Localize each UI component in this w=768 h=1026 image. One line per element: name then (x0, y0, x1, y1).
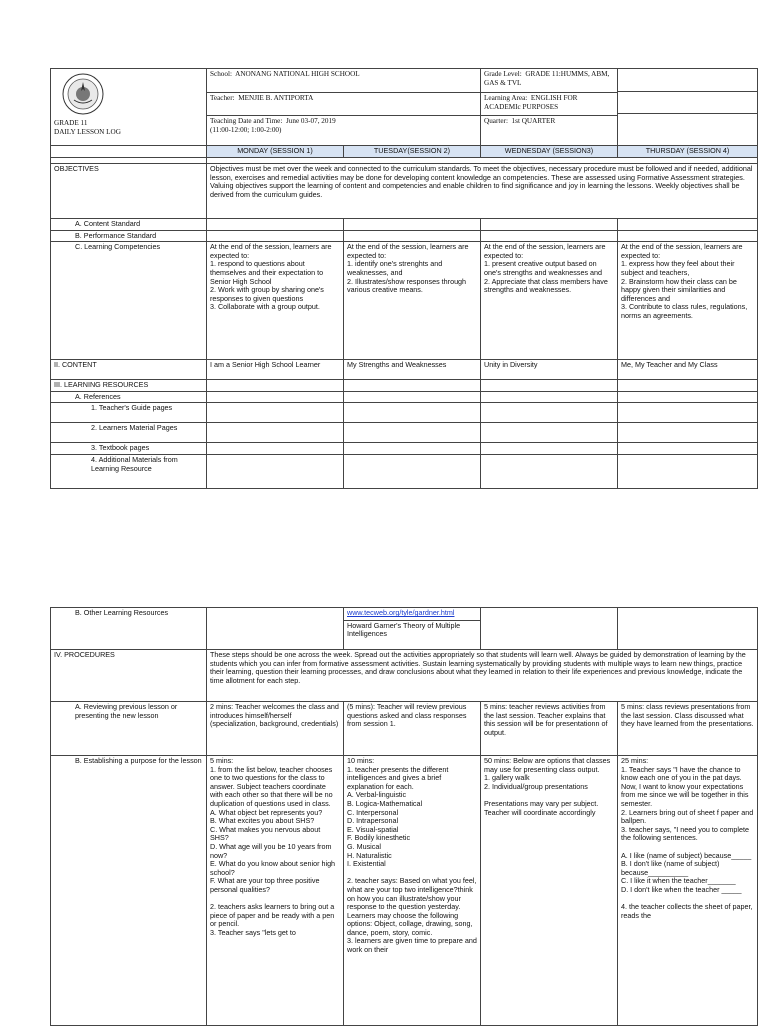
content-thursday: Me, My Teacher and My Class (618, 360, 758, 380)
gardner-link[interactable]: www.tecweb.org/tyle/gardner.html (347, 608, 455, 617)
reviewing-tuesday: (5 mins): Teacher will review previous questions asked and class responses from session 1. (344, 702, 481, 756)
establishing-monday: 5 mins: 1. from the list below, teacher chooses one to two questions for the class to answer. Subject teachers coordinate with each other so that there will be no duplication of questions used in class. A. What object bet represents you? B. What excites you about SHS? C. What makes you nervous about SHS? D. What age will you be 10 years from now? E. What do you know about senior high school? F. What are your top three positive personal qualities? 2. teachers asks learners to bring out a piece of paper and be ready with a pen or pencil. 3. Teacher says "lets get to (207, 756, 344, 1026)
school-header-cell (51, 69, 207, 146)
competencies-wednesday: At the end of the session, learners are expected to: 1. present creative output based on one's strengths and weaknesses and 2. Appreciate that class members have strengths and weaknesses. (481, 242, 618, 360)
establishing-thursday: 25 mins: 1. Teacher says "I have the chance to know each one of you in the pat days. Now, I want to know your expectations from me since we will be together in this semester. 2. Learners bring out of sheet f paper and ballpen. 3. teacher says, "I need you to complete the following sentences. A. I like (name of subject) because_____ B. I don't like (name of subject) because__________ C. I like it when the teacher_______ D. I don't like when the teacher _____ 4. the teacher collects the sheet of paper, reads the (618, 756, 758, 1026)
objectives-label: OBJECTIVES (51, 164, 207, 219)
other-resources-cell (344, 608, 481, 650)
teaching-row: Teaching Date and Time: June 03-07, 2019 (11:00-12:00; 1:00-2:00) (210, 117, 336, 134)
performance-standard-label: B. Performance Standard (51, 230, 207, 242)
objectives-text: Objectives must be met over the week and connected to the curriculum standards. To meet the objectives, necessary procedure must be followed and if needed, additional lesson, exercises and remedial activities may be done for developing content knowledge an competencies. These are assessed using Formative Assessment strategies. Valuing objectives support the learning of content and competencies and enable children to find significance and joy in learning the lessons. Weekly objectives shall be derived from the curriculum guides. (207, 164, 758, 219)
grade-title: GRADE 11 (54, 119, 88, 127)
other-resources-label: B. Other Learning Resources (51, 608, 207, 650)
ref-additional-materials: 4. Additional Materials from Learning Resource (51, 454, 207, 488)
learning-area: ENGLISH FOR ACADEMIc PURPOSES (484, 94, 578, 111)
reviewing-wednesday: 5 mins: teacher reviews activities from the last session. Teacher explains that this session will be for presentationn of output. (481, 702, 618, 756)
blank-header-cell (618, 69, 758, 146)
reviewing-monday: 2 mins: Teacher welcomes the class and introduces himself/herself (specialization, background, credentials) (207, 702, 344, 756)
reviewing-thursday: 5 mins: class reviews presentations from the last session. Class discussed what they have learned from the presentations. (618, 702, 758, 756)
log-title: DAILY LESSON LOG (54, 127, 121, 136)
gardner-note: Howard Garner's Theory of Multiple Intelligences (344, 620, 480, 639)
competencies-thursday: At the end of the session, learners are expected to: 1. express how they feel about their subject and teachers, 2. Brainstorm how their class can be happy given their similarities and differences and 3. Contribute to class rules, regulations, norms an agreements. (618, 242, 758, 360)
lesson-log-table-bottom (50, 607, 758, 1026)
quarter-row: Quarter: 1st QUARTER (484, 117, 556, 125)
quarter: 1st QUARTER (511, 117, 556, 125)
establishing-label: B. Establishing a purpose for the lesson (51, 756, 207, 1026)
teaching-date: June 03-07, 2019 (11:00-12:00; 1:00-2:00) (210, 117, 336, 134)
content-standard-label: A. Content Standard (51, 219, 207, 231)
school-row: School: ANONANG NATIONAL HIGH SCHOOL (207, 69, 480, 93)
grade-info-cell (481, 69, 618, 146)
ref-textbook-pages: 3. Textbook pages (51, 443, 207, 455)
establishing-tuesday: 10 mins: 1. teacher presents the different intelligences and gives a brief explanation for each. A. Verbal-linguistic B. Logica-Mathematical C. Interpersonal D. Intrapersonal E. Visual-spatial F. Bodily kinesthetic G. Musical H. Naturalistic I. Existential 2. teacher says: Based on what you feel, what are your top two intelligence?think on how you can illustrate/show your response to the question yesterday. Learners may choose the following options: Object, collage, drawing, song, dance, poem, story, comic. 3. learners are given time to prepare and work on their (344, 756, 481, 1026)
day-header-tuesday: TUESDAY(SESSION 2) (344, 146, 481, 158)
school-info-cell (207, 69, 481, 146)
establishing-wednesday: 50 mins: Below are options that classes may use for presenting class output. 1. gallery walk 2. Individual/group presentations Presentations may vary per subject. Teacher will coordinate accordingly (481, 756, 618, 1026)
grade-level: GRADE 11:HUMMS, ABM, GAS & TVL (484, 70, 610, 87)
ref-learners-material: 2. Learners Material Pages (51, 423, 207, 443)
procedures-label: IV. PROCEDURES (51, 650, 207, 702)
content-label: II. CONTENT (51, 360, 207, 380)
lesson-log-table-top (50, 68, 758, 489)
reviewing-label: A. Reviewing previous lesson or presenting the new lesson (51, 702, 207, 756)
content-tuesday: My Strengths and Weaknesses (344, 360, 481, 380)
competencies-tuesday: At the end of the session, learners are expected to: 1. identify one's strenghts and weaknesses, and 2. Illustrates/show responses through various creative means. (344, 242, 481, 360)
ref-teachers-guide: 1. Teacher's Guide pages (51, 403, 207, 423)
competencies-monday: At the end of the session, learners are expected to: 1. respond to questions about themselves and their expectation to Senior High School 2. Work with group by sharing one's responses to given questions 3. Collaborate with a group output. (207, 242, 344, 360)
learning-area-row: Learning Area: ENGLISH FOR ACADEMIc PURPOSES (481, 93, 617, 116)
competencies-label: C. Learning Competencies (51, 242, 207, 360)
content-wednesday: Unity in Diversity (481, 360, 618, 380)
day-header-blank (51, 146, 207, 158)
teacher-row: Teacher: MENJIE B. ANTIPORTA (207, 93, 480, 116)
day-header-thursday: THURSDAY (SESSION 4) (618, 146, 758, 158)
content-monday: I am a Senior High School Learner (207, 360, 344, 380)
school-name: ANONANG NATIONAL HIGH SCHOOL (235, 70, 360, 78)
day-header-monday: MONDAY (SESSION 1) (207, 146, 344, 158)
procedures-text: These steps should be one across the week. Spread out the activities appropriately so that students will learn well. Always be guided by demonstration of learning by the students which you can infer from formative assessment activities. Sustain learning systematically by providing students with multiple ways to learn new things, practice their learning, question their learning processes, and draw conclusions about what they learned in relation to their life experiences and previous knowledge, indicate the time allotment for each step. (207, 650, 758, 702)
teacher-name: MENJIE B. ANTIPORTA (238, 94, 314, 102)
learning-resources-label: III. LEARNING RESOURCES (51, 380, 207, 392)
deped-seal-icon (62, 73, 104, 115)
day-header-wednesday: WEDNESDAY (SESSION3) (481, 146, 618, 158)
references-label: A. References (51, 391, 207, 403)
grade-level-row: Grade Level: GRADE 11:HUMMS, ABM, GAS & TVL (481, 69, 617, 93)
